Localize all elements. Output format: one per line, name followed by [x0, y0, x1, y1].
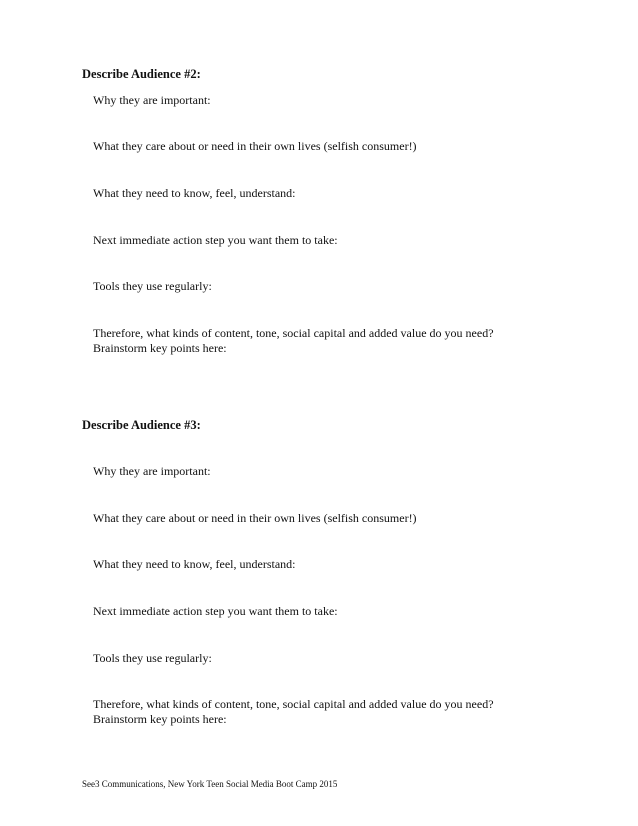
prompt-need-to-know: What they need to know, feel, understand: [93, 557, 296, 571]
prompt-brainstorm-line2: Brainstorm key points here: [93, 712, 227, 726]
prompt-brainstorm-line2: Brainstorm key points here: [93, 341, 227, 355]
prompt-next-action: Next immediate action step you want them to take: [93, 604, 338, 618]
prompt-therefore-line1: Therefore, what kinds of content, tone, social capital and added value do you need? [93, 697, 494, 711]
prompt-therefore [93, 697, 494, 727]
section-heading-audience-2: Describe Audience #2: [82, 67, 201, 81]
prompt-why-important: Why they are important: [93, 464, 211, 478]
prompt-care-about: What they care about or need in their own lives (selfish consumer!) [93, 139, 417, 153]
prompt-need-to-know: What they need to know, feel, understand: [93, 186, 296, 200]
prompt-care-about: What they care about or need in their own lives (selfish consumer!) [93, 511, 417, 525]
prompt-why-important: Why they are important: [93, 93, 211, 107]
prompt-therefore [93, 326, 494, 356]
prompt-tools: Tools they use regularly: [93, 651, 212, 665]
page-footer: See3 Communications, New York Teen Social Media Boot Camp 2015 [82, 779, 338, 789]
prompt-next-action: Next immediate action step you want them to take: [93, 233, 338, 247]
prompt-tools: Tools they use regularly: [93, 279, 212, 293]
prompt-therefore-line1: Therefore, what kinds of content, tone, social capital and added value do you need? [93, 326, 494, 340]
section-heading-audience-3: Describe Audience #3: [82, 418, 201, 432]
